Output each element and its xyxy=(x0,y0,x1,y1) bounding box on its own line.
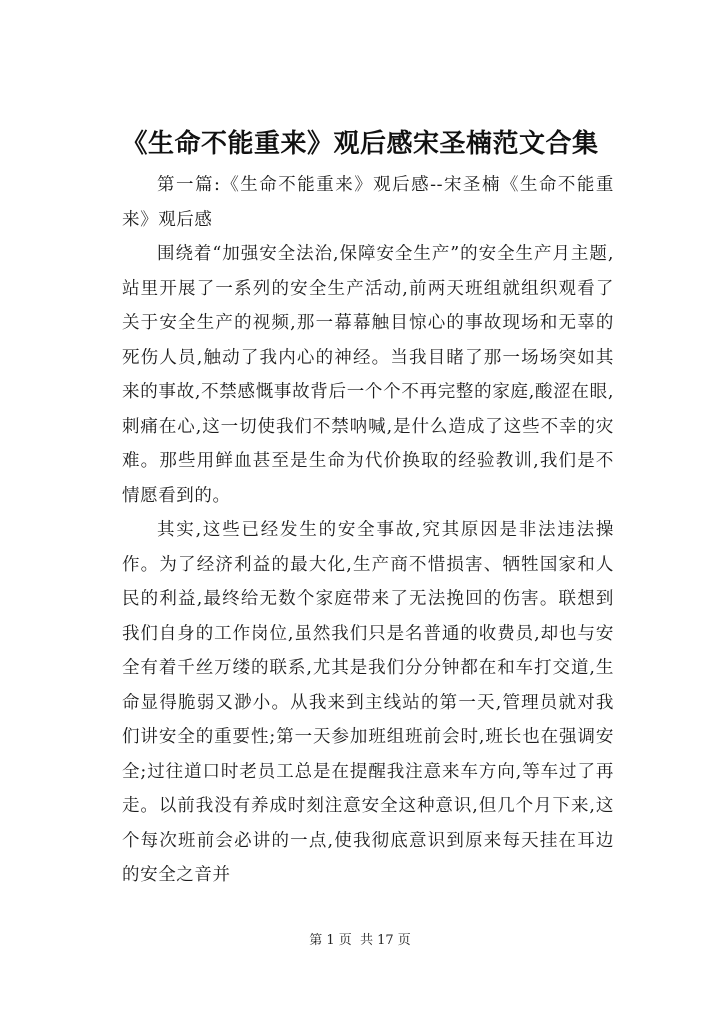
paragraph-2: 其实,这些已经发生的安全事故,究其原因是非法违法操作。为了经济利益的最大化,生产商不惜损害、牺牲国家和人民的利益,最终给无数个家庭带来了无法挽回的伤害。联想到我们自身的工作岗位,虽然我们只是名普通的收费员,却也与安全有着千丝万缕的联系,尤其是我们分分钟都在和车打交道,生命显得脆弱又渺小。从我来到主线站的第一天,管理员就对我们讲安全的重要性;第一天参加班组班前会时,班长也在强调安全;过往道口时老员工总是在提醒我注意来车方向,等车过了再走。以前我没有养成时刻注意安全这种意识,但几个月下来,这个每次班前会必讲的一点,使我彻底意识到原来每天挂在耳边的安全之音并 xyxy=(122,520,614,885)
paragraph-subtitle: 第一篇:《生命不能重来》观后感--宋圣楠《生命不能重来》观后感 xyxy=(122,175,614,230)
page-number: 第 1 页 共 17 页 xyxy=(309,933,411,948)
page-footer xyxy=(0,931,720,951)
document-body xyxy=(122,168,614,893)
paragraph-1: 围绕着“加强安全法治,保障安全生产”的安全生产月主题,站里开展了一系列的安全生产活动,前两天班组就组织观看了关于安全生产的视频,那一幕幕触目惊心的事故现场和无辜的死伤人员,触动了我内心的神经。当我目睹了那一场场突如其来的事故,不禁感慨事故背后一个个不再完整的家庭,酸涩在眼,刺痛在心,这一切使我们不禁呐喊,是什么造成了这些不幸的灾难。那些用鲜血甚至是生命为代价换取的经验教训,我们是不情愿看到的。 xyxy=(122,244,614,506)
document-title: 《生命不能重来》观后感宋圣楠范文合集 xyxy=(121,129,599,159)
